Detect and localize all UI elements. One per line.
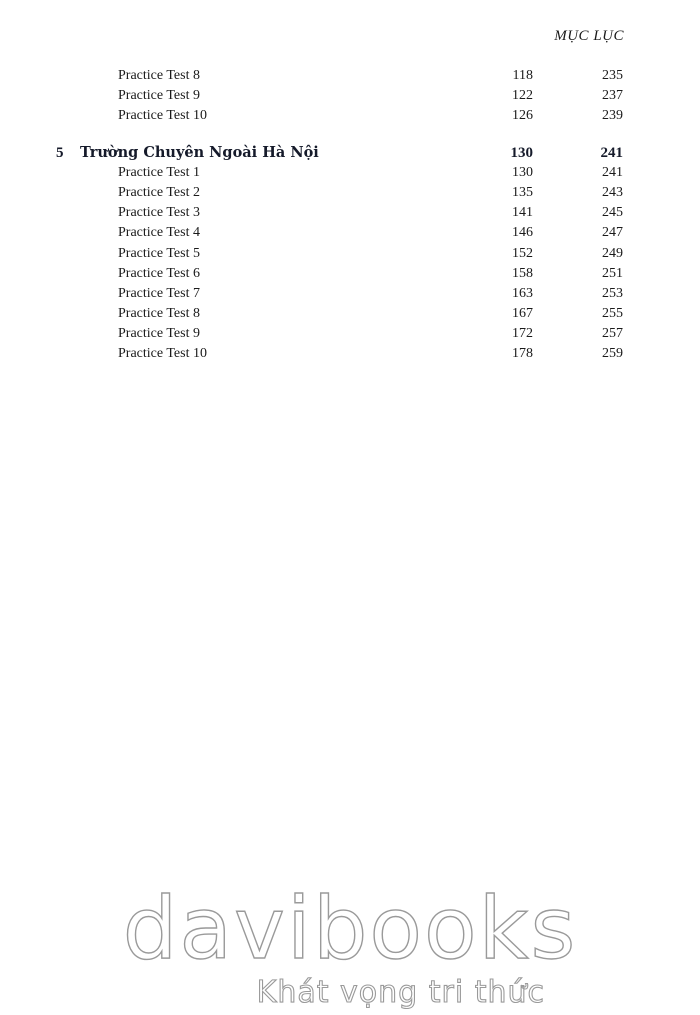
- toc-entry-title: Practice Test 10: [118, 108, 207, 124]
- toc-entry-page-b: 255: [602, 306, 623, 322]
- toc-entry-page-a: 167: [512, 306, 533, 322]
- toc-entry-page-b: 245: [602, 205, 623, 221]
- toc-entry-title: Practice Test 3: [118, 205, 200, 221]
- toc-entry[interactable]: [0, 163, 700, 183]
- toc-entry-page-b: 251: [602, 265, 623, 281]
- toc-entry[interactable]: [0, 304, 700, 324]
- toc-entry-page-b: 239: [602, 108, 623, 124]
- toc-entry[interactable]: [0, 86, 700, 106]
- toc-entry[interactable]: [0, 264, 700, 284]
- toc-entry-page-b: 241: [602, 164, 623, 180]
- watermark-brand: davibooks: [122, 880, 578, 979]
- toc-entry-page-a: 122: [512, 88, 533, 104]
- toc-entry[interactable]: [0, 183, 700, 203]
- toc-entry-page-a: 163: [512, 285, 533, 301]
- running-header: MỤC LỤC: [554, 28, 624, 44]
- toc-entry-title: Practice Test 5: [118, 245, 200, 261]
- watermark-logo: [0, 880, 700, 1010]
- toc-entry-page-b: 257: [602, 326, 623, 342]
- toc-entry-page-b: 235: [602, 68, 623, 83]
- toc-entry-title: Practice Test 7: [118, 285, 200, 301]
- toc-entry-title: Practice Test 10: [118, 346, 207, 362]
- toc-entry-title: Practice Test 1: [118, 164, 200, 180]
- toc-entry-page-b: 237: [602, 88, 623, 104]
- toc-entry-title: Practice Test 8: [118, 306, 200, 322]
- toc-entry-page-a: 146: [512, 225, 533, 241]
- toc-entry-page-a: 130: [512, 164, 533, 180]
- toc-entry-title: Practice Test 9: [118, 88, 200, 104]
- toc-entry-page-a: 178: [512, 346, 533, 362]
- toc-entry[interactable]: [0, 324, 700, 344]
- toc-entry-page-b: 243: [602, 184, 623, 200]
- toc-entry[interactable]: [0, 66, 700, 86]
- toc-entry-title: Practice Test 2: [118, 184, 200, 200]
- toc-chapter-page-b: 241: [600, 144, 623, 161]
- toc-entry-page-b: 247: [602, 225, 623, 241]
- toc-entry-page-b: 249: [602, 245, 623, 261]
- toc-entry-page-a: 135: [512, 184, 533, 200]
- toc-chapter[interactable]: [0, 143, 700, 163]
- toc-entry-title: Practice Test 9: [118, 326, 200, 342]
- toc-entry[interactable]: [0, 203, 700, 223]
- toc-entry-page-a: 118: [512, 68, 533, 83]
- toc-entry-page-b: 259: [602, 346, 623, 362]
- toc-entry[interactable]: [0, 106, 700, 126]
- toc-entry-title: Practice Test 6: [118, 265, 200, 281]
- table-of-contents: [0, 66, 700, 365]
- toc-entry-page-a: 152: [512, 245, 533, 261]
- toc-entry-page-a: 158: [512, 265, 533, 281]
- toc-entry-title: Practice Test 4: [118, 225, 200, 241]
- toc-entry-page-b: 253: [602, 285, 623, 301]
- toc-chapter-page-a: 130: [510, 144, 533, 161]
- toc-entry[interactable]: [0, 284, 700, 304]
- toc-entry-page-a: 126: [512, 108, 533, 124]
- publisher-watermark: [0, 880, 700, 1010]
- toc-entry[interactable]: [0, 344, 700, 364]
- toc-chapter-title: Trường Chuyên Ngoài Hà Nội: [80, 143, 319, 161]
- toc-entry-title: Practice Test 8: [118, 68, 200, 83]
- toc-entry[interactable]: [0, 223, 700, 243]
- toc-entry[interactable]: [0, 244, 700, 264]
- toc-chapter-number: 5: [56, 144, 64, 161]
- watermark-tagline: Khát vọng tri thức: [256, 975, 545, 1010]
- toc-entry-page-a: 172: [512, 326, 533, 342]
- toc-entry-page-a: 141: [512, 205, 533, 221]
